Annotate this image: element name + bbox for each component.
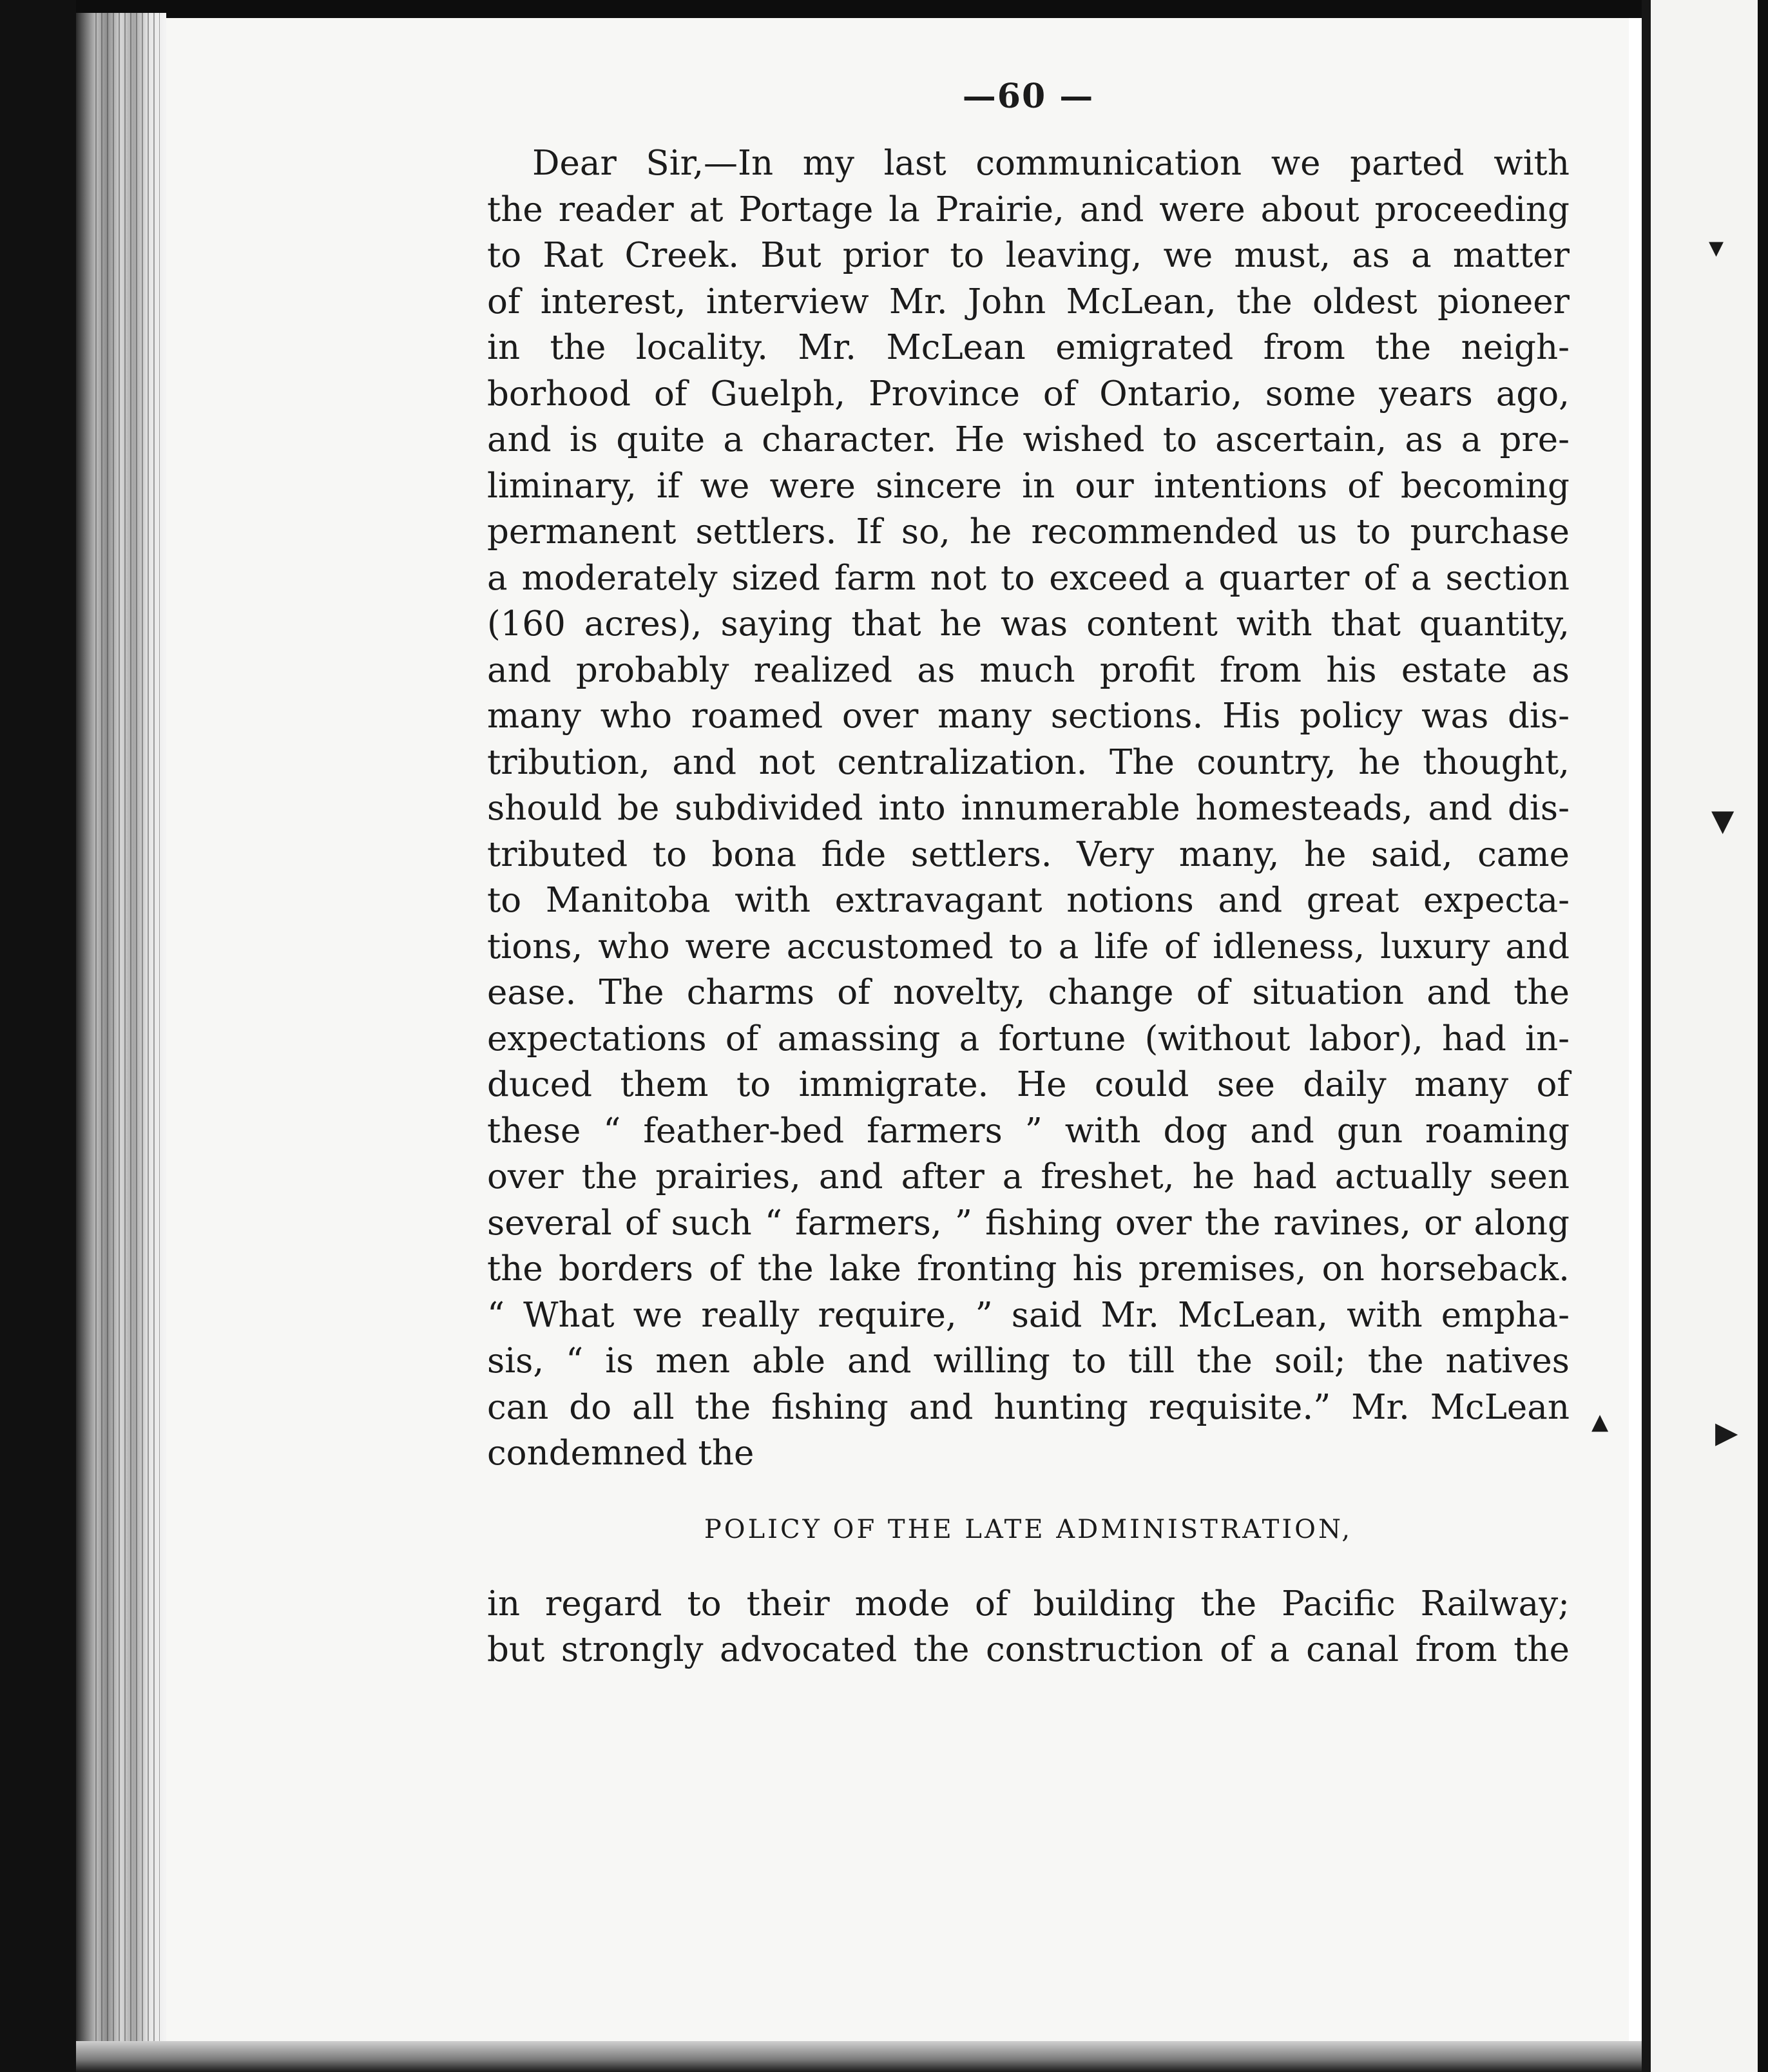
text-line: ease. The charms of novelty, change of situation and the <box>487 973 1570 1012</box>
text-line: the borders of the lake fronting his premises, on horseback. <box>487 1249 1570 1289</box>
text-line: liminary, if we were sincere in our intentions of becoming <box>487 466 1570 506</box>
scan-border-top <box>0 0 1768 18</box>
scan-border-right <box>1758 0 1768 2072</box>
text-line: in the locality. Mr. McLean emigrated from the neigh- <box>487 328 1570 367</box>
facing-page-strip <box>1651 0 1768 2072</box>
bleed-mark: ▼ <box>1711 803 1734 838</box>
paragraph-1 <box>487 140 1570 1477</box>
text-line: to Rat Creek. But prior to leaving, we must, as a matter <box>487 236 1570 275</box>
scan-border-bottom <box>76 2041 1648 2072</box>
text-line: permanent settlers. If so, he recommended us to purchase <box>487 512 1570 552</box>
section-heading: POLICY OF THE LATE ADMINISTRATION, <box>704 1514 1353 1544</box>
bleed-mark: ▶ <box>1715 1415 1738 1450</box>
text-line: should be subdivided into innumerable homesteads, and dis- <box>487 789 1570 828</box>
paragraph-2 <box>487 1581 1570 1673</box>
text-line: borhood of Guelph, Province of Ontario, some years ago, <box>487 374 1570 414</box>
text-line: several of such “ farmers, ” fishing over the ravines, or along <box>487 1203 1570 1243</box>
text-line: (160 acres), saying that he was content with that quantity, <box>487 604 1570 644</box>
text-line: can do all the fishing and hunting requisite.” Mr. McLean <box>487 1387 1570 1427</box>
page-edges <box>95 13 160 2042</box>
text-line: duced them to immigrate. He could see daily many of <box>487 1065 1570 1104</box>
text-line: “ What we really require, ” said Mr. McLean, with empha- <box>487 1295 1570 1335</box>
text-line: tribution, and not centralization. The country, he thought, <box>487 742 1570 782</box>
page-edge-shadow <box>1642 0 1651 2072</box>
text-line: sis, “ is men able and willing to till the soil; the natives <box>487 1341 1570 1381</box>
text-line: but strongly advocated the construction of a canal from the <box>487 1630 1570 1669</box>
text-line: over the prairies, and after a freshet, he had actually seen <box>487 1157 1570 1196</box>
text-line: these “ feather-bed farmers ” with dog and gun roaming <box>487 1111 1570 1151</box>
text-line: a moderately sized farm not to exceed a quarter of a section <box>487 558 1570 598</box>
text-line: many who roamed over many sections. His policy was dis- <box>487 696 1570 736</box>
page-number: —60 — <box>962 77 1095 116</box>
bleed-mark: ▾ <box>1709 229 1724 264</box>
scan-border-left <box>0 0 76 2072</box>
text-line: expectations of amassing a fortune (without labor), had in- <box>487 1019 1570 1059</box>
text-line: tions, who were accustomed to a life of idleness, luxury and <box>487 926 1570 966</box>
text-line: the reader at Portage la Prairie, and were about proceeding <box>487 189 1570 229</box>
text-line: condemned the <box>487 1434 754 1473</box>
text-line: and probably realized as much profit from his estate as <box>487 650 1570 690</box>
text-line: Dear Sir,—In my last communication we parted with <box>532 144 1570 183</box>
bleed-mark: ▲ <box>1591 1409 1609 1435</box>
text-line: tributed to bona fide settlers. Very many, he said, came <box>487 834 1570 874</box>
text-line: and is quite a character. He wished to ascertain, as a pre- <box>487 420 1570 459</box>
text-line: to Manitoba with extravagant notions and great expecta- <box>487 881 1570 920</box>
text-line: in regard to their mode of building the Pacific Railway; <box>487 1584 1570 1624</box>
page-text <box>487 77 1570 1673</box>
text-line: of interest, interview Mr. John McLean, the oldest pioneer <box>487 282 1570 321</box>
